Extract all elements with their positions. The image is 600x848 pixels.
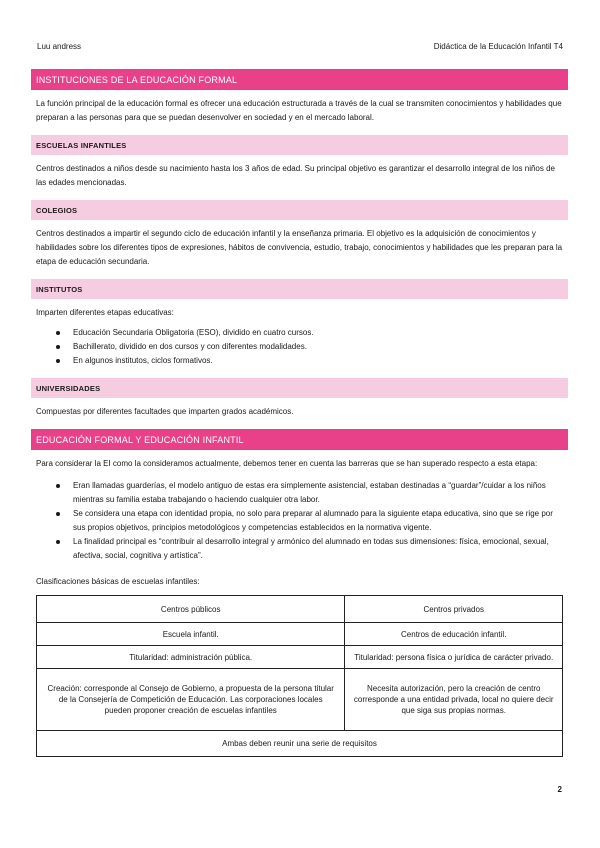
list-item: Se considera una etapa con identidad propia, no solo para preparar al alumnado para la siguiente etapa educativa, sino que se rige por sus propios objetivos, principios metodológicos y competencias establecidos en la normativa vigente. xyxy=(73,507,562,535)
page-number: 2 xyxy=(557,785,562,794)
list-barreras xyxy=(31,479,568,563)
table-row xyxy=(37,623,563,646)
table-cell: Creación: corresponde al Consejo de Gobierno, a propuesta de la persona titular de la Consejería de Competición de Educación. Las corporaciones locales pueden proponer creación de escuelas infantiles xyxy=(37,669,345,731)
table-header-cell: Centros privados xyxy=(345,596,563,623)
table-row xyxy=(37,669,563,731)
subheading-colegios: COLEGIOS xyxy=(31,200,568,220)
list-item: La finalidad principal es “contribuir al desarrollo integral y armónico del alumnado en todas sus dimensiones: física, emocional, sexual, afectiva, social, cognitiva y artística”. xyxy=(73,535,562,563)
header-course-title: Didáctica de la Educación Infantil T4 xyxy=(433,42,563,51)
table-cell: Titularidad: persona física o jurídica de carácter privado. xyxy=(345,646,563,669)
table-footer-row xyxy=(37,731,563,757)
list-item: En algunos institutos, ciclos formativos. xyxy=(73,354,568,368)
classification-table xyxy=(36,595,563,757)
table-header-row xyxy=(37,596,563,623)
subheading-institutos: INSTITUTOS xyxy=(31,279,568,299)
table-cell: Necesita autorización, pero la creación de centro corresponde a una entidad privada, local no quiere decir que siga sus propias normas. xyxy=(345,669,563,731)
list-item: Eran llamadas guarderías, el modelo antiguo de estas era simplemente asistencial, estaban destinadas a “guardar”/cuidar a los niños mientras su familia estaba trabajando o haciendo cualquier otra labor. xyxy=(73,479,562,507)
paragraph-institutos: Imparten diferentes etapas educativas: xyxy=(36,308,174,317)
paragraph-escuelas: Centros destinados a niños desde su nacimiento hasta los 3 años de edad. Su principal objetivo es garantizar el desarrollo integral de los niños de las edades mencionadas. xyxy=(36,164,555,187)
subheading-escuelas: ESCUELAS INFANTILES xyxy=(31,135,568,155)
table-row xyxy=(37,646,563,669)
paragraph-ei-intro: Para considerar la EI como la consideramos actualmente, debemos tener en cuenta las barreras que se han superado respecto a esta etapa: xyxy=(36,459,538,468)
subheading-universidades: UNIVERSIDADES xyxy=(31,378,568,398)
table-cell: Escuela infantil. xyxy=(37,623,345,646)
paragraph-universidades: Compuestas por diferentes facultades que imparten grados académicos. xyxy=(36,407,294,416)
table-cell: Centros de educación infantil. xyxy=(345,623,563,646)
section-heading-instituciones: INSTITUCIONES DE LA EDUCACIÓN FORMAL xyxy=(31,69,568,90)
header-author: Luu andress xyxy=(37,42,82,51)
list-item: Educación Secundaria Obligatoria (ESO), dividido en cuatro cursos. xyxy=(73,326,568,340)
table-footer-cell: Ambas deben reunir una serie de requisitos xyxy=(37,731,563,757)
list-institutos xyxy=(31,326,568,368)
paragraph-colegios: Centros destinados a impartir el segundo ciclo de educación infantil y la enseñanza primaria. El objetivo es la adquisición de conocimientos y habilidades sobre los diferentes tipos de expresiones, hábitos de convivencia, estudio, trabajo, conocimientos y habilidades que les preparan para la etapa de educación secundaria. xyxy=(36,229,563,266)
page-content xyxy=(31,69,568,757)
table-caption: Clasificaciones básicas de escuelas infantiles: xyxy=(36,577,200,586)
section-heading-educacion-infantil: EDUCACIÓN FORMAL Y EDUCACIÓN INFANTIL xyxy=(31,429,568,450)
table-cell: Titularidad: administración pública. xyxy=(37,646,345,669)
paragraph-intro: La función principal de la educación formal es ofrecer una educación estructurada a través de la cual se transmiten conocimientos y habilidades que preparan a las personas para que se puedan desenvolver en sociedad y en el mercado laboral. xyxy=(36,99,562,122)
list-item: Bachillerato, dividido en dos cursos y con diferentes modalidades. xyxy=(73,340,568,354)
table-header-cell: Centros públicos xyxy=(37,596,345,623)
